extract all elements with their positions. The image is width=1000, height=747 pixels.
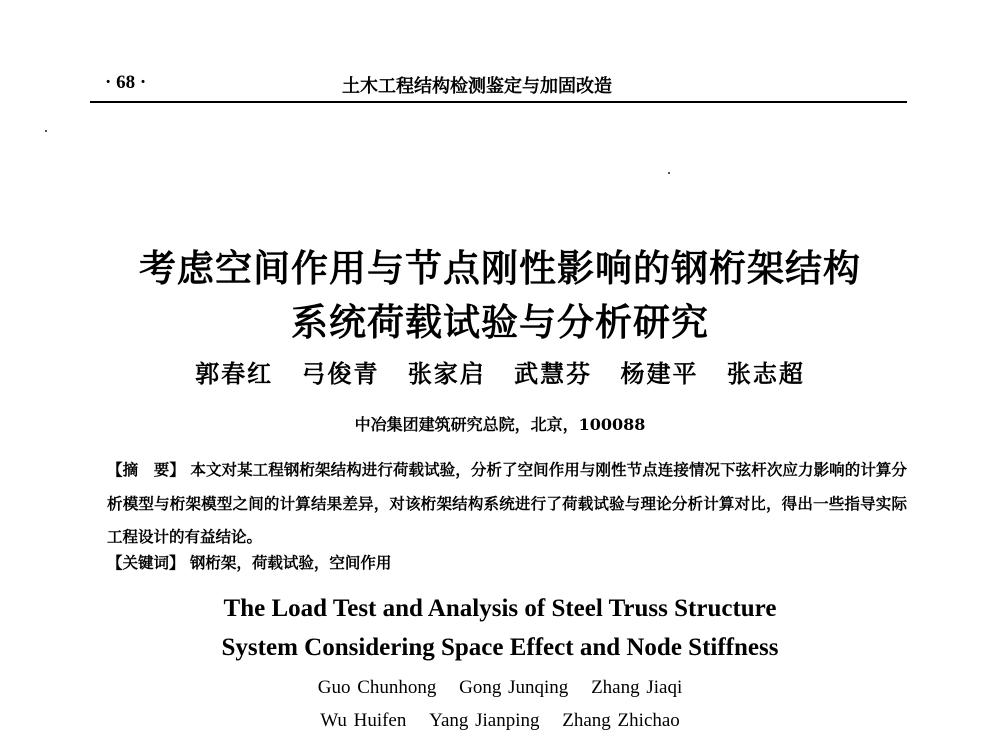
author-en: Yang Jianping [429,710,540,731]
title-cn-line-1: 考虑空间作用与节点刚性影响的钢桁架结构 [139,246,861,290]
author-en: Wu Huifen [320,710,407,731]
author-cn: 杨建平 [620,359,699,388]
scan-speck [45,130,47,132]
authors-en-line-1 [0,677,1000,699]
authors-en-line-2 [0,710,1000,732]
running-header [95,72,907,102]
title-cn-line-2: 系统荷载试验与分析研究 [291,300,709,344]
header-rule [90,101,907,103]
author-en: Guo Chunhong [317,677,437,698]
author-cn: 张志超 [726,359,805,388]
keywords-text: 钢桁架，荷载试验，空间作用 [189,553,392,572]
affiliation: 中冶集团建筑研究总院，北京，100088 [354,415,646,434]
abstract-text: 本文对某工程钢桁架结构进行荷载试验，分析了空间作用与刚性节点连接情况下弦杆次应力影响的计算分析模型与桁架模型之间的计算结果差异，对该桁架结构系统进行了荷载试验与理论分析计算对比，得出一些指导实际工程设计的有益结论。 [107,460,907,546]
title-en-line-2: System Considering Space Effect and Node Stiffness [221,634,779,661]
author-en: Gong Junqing [459,677,569,698]
authors-cn [0,354,1000,389]
scan-speck [668,172,670,174]
abstract [107,453,907,553]
keywords [107,551,907,573]
author-cn: 弓俊青 [301,359,380,388]
author-cn: 张家启 [407,359,486,388]
author-cn: 郭春红 [195,359,274,388]
journal-title: 土木工程结构检测鉴定与加固改造 [342,76,612,97]
author-cn: 武慧芬 [514,359,593,388]
author-en: Zhang Jiaqi [591,677,683,698]
abstract-tag: 【摘 要】 [107,461,185,479]
page-number: · 68 · [105,72,147,93]
keywords-tag: 【关键词】 [107,554,185,572]
author-en: Zhang Zhichao [562,710,680,731]
title-en-line-1: The Load Test and Analysis of Steel Truss Structure [223,595,777,622]
